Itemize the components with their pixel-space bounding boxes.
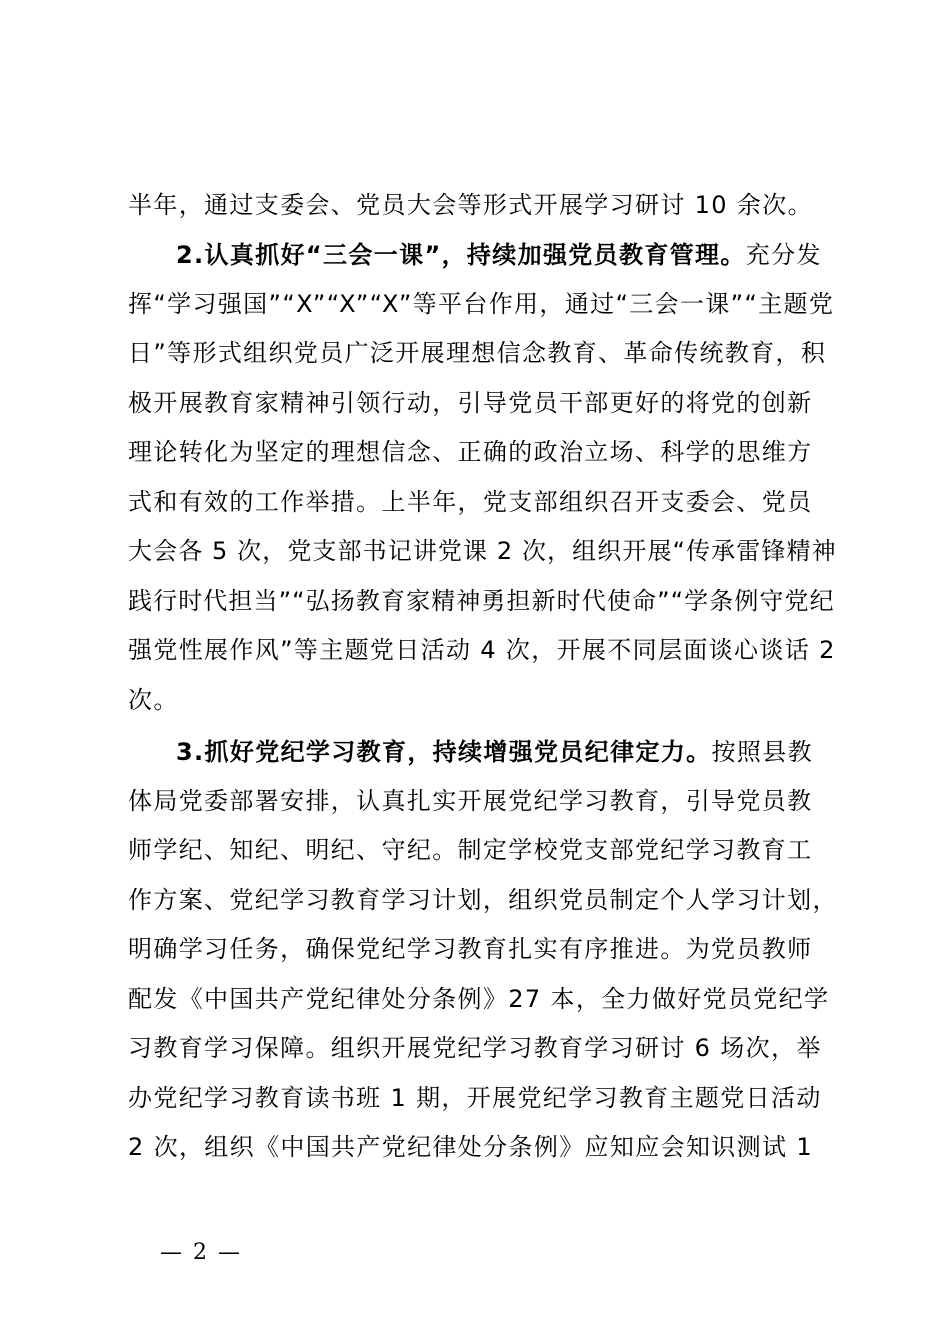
paragraph-3-line: 师学纪、知纪、明纪、守纪。制定学校党支部党纪学习教育工 <box>128 836 813 864</box>
paragraph-1-line-1: 半年，通过支委会、党员大会等形式开展学习研讨 10 余次。 <box>128 191 813 219</box>
paragraph-3-line: 作方案、党纪学习教育学习计划，组织党员制定个人学习计划， <box>128 886 838 914</box>
paragraph-3-line: 配发《中国共产党纪律处分条例》27 本，全力做好党员党纪学 <box>128 985 830 1013</box>
paragraph-2-line: 挥“学习强国”“X”“X”“X”等平台作用，通过“三会一课”“主题党 <box>128 290 835 318</box>
paragraph-2-line: 强党性展作风”等主题党日活动 4 次，开展不同层面谈心谈话 2 <box>128 636 836 664</box>
paragraph-2-heading: 2.认真抓好“三会一课”，持续加强党员教育管理。 <box>176 241 746 269</box>
paragraph-3-heading: 3.抓好党纪学习教育，持续增强党员纪律定力。 <box>176 738 712 766</box>
paragraph-2-line: 次。 <box>128 686 179 714</box>
paragraph-3-line: 2 次，组织《中国共产党纪律处分条例》应知应会知识测试 1 <box>128 1133 813 1161</box>
paragraph-2-line: 理论转化为坚定的理想信念、正确的政治立场、科学的思维方 <box>128 438 813 466</box>
paragraph-2-line: 日”等形式组织党员广泛开展理想信念教育、革命传统教育，积 <box>128 339 827 367</box>
paragraph-2-first-line <box>176 240 838 270</box>
paragraph-3-line: 办党纪学习教育读书班 1 期，开展党纪学习教育主题党日活动 <box>128 1084 822 1112</box>
paragraph-3-first-line-text: 按照县教 <box>711 738 813 766</box>
paragraph-2-line: 极开展教育家精神引领行动，引导党员干部更好的将党的创新 <box>128 389 813 417</box>
paragraph-3-line: 习教育学习保障。组织开展党纪学习教育学习研讨 6 场次，举 <box>128 1034 822 1062</box>
paragraph-2-first-line-text: 充分发 <box>745 241 822 269</box>
paragraph-2-line: 践行时代担当”“弘扬教育家精神勇担新时代使命”“学条例守党纪 <box>128 587 835 615</box>
paragraph-2-line: 大会各 5 次，党支部书记讲党课 2 次，组织开展“传承雷锋精神 <box>128 537 837 565</box>
paragraph-3-line: 明确学习任务，确保党纪学习教育扎实有序推进。为党员教师 <box>128 935 813 963</box>
paragraph-3-first-line <box>176 737 838 767</box>
paragraph-2-line: 式和有效的工作举措。上半年，党支部组织召开支委会、党员 <box>128 488 813 516</box>
page-number: — 2 — <box>160 1240 242 1265</box>
paragraph-3-line: 体局党委部署安排，认真扎实开展党纪学习教育，引导党员教 <box>128 787 813 815</box>
